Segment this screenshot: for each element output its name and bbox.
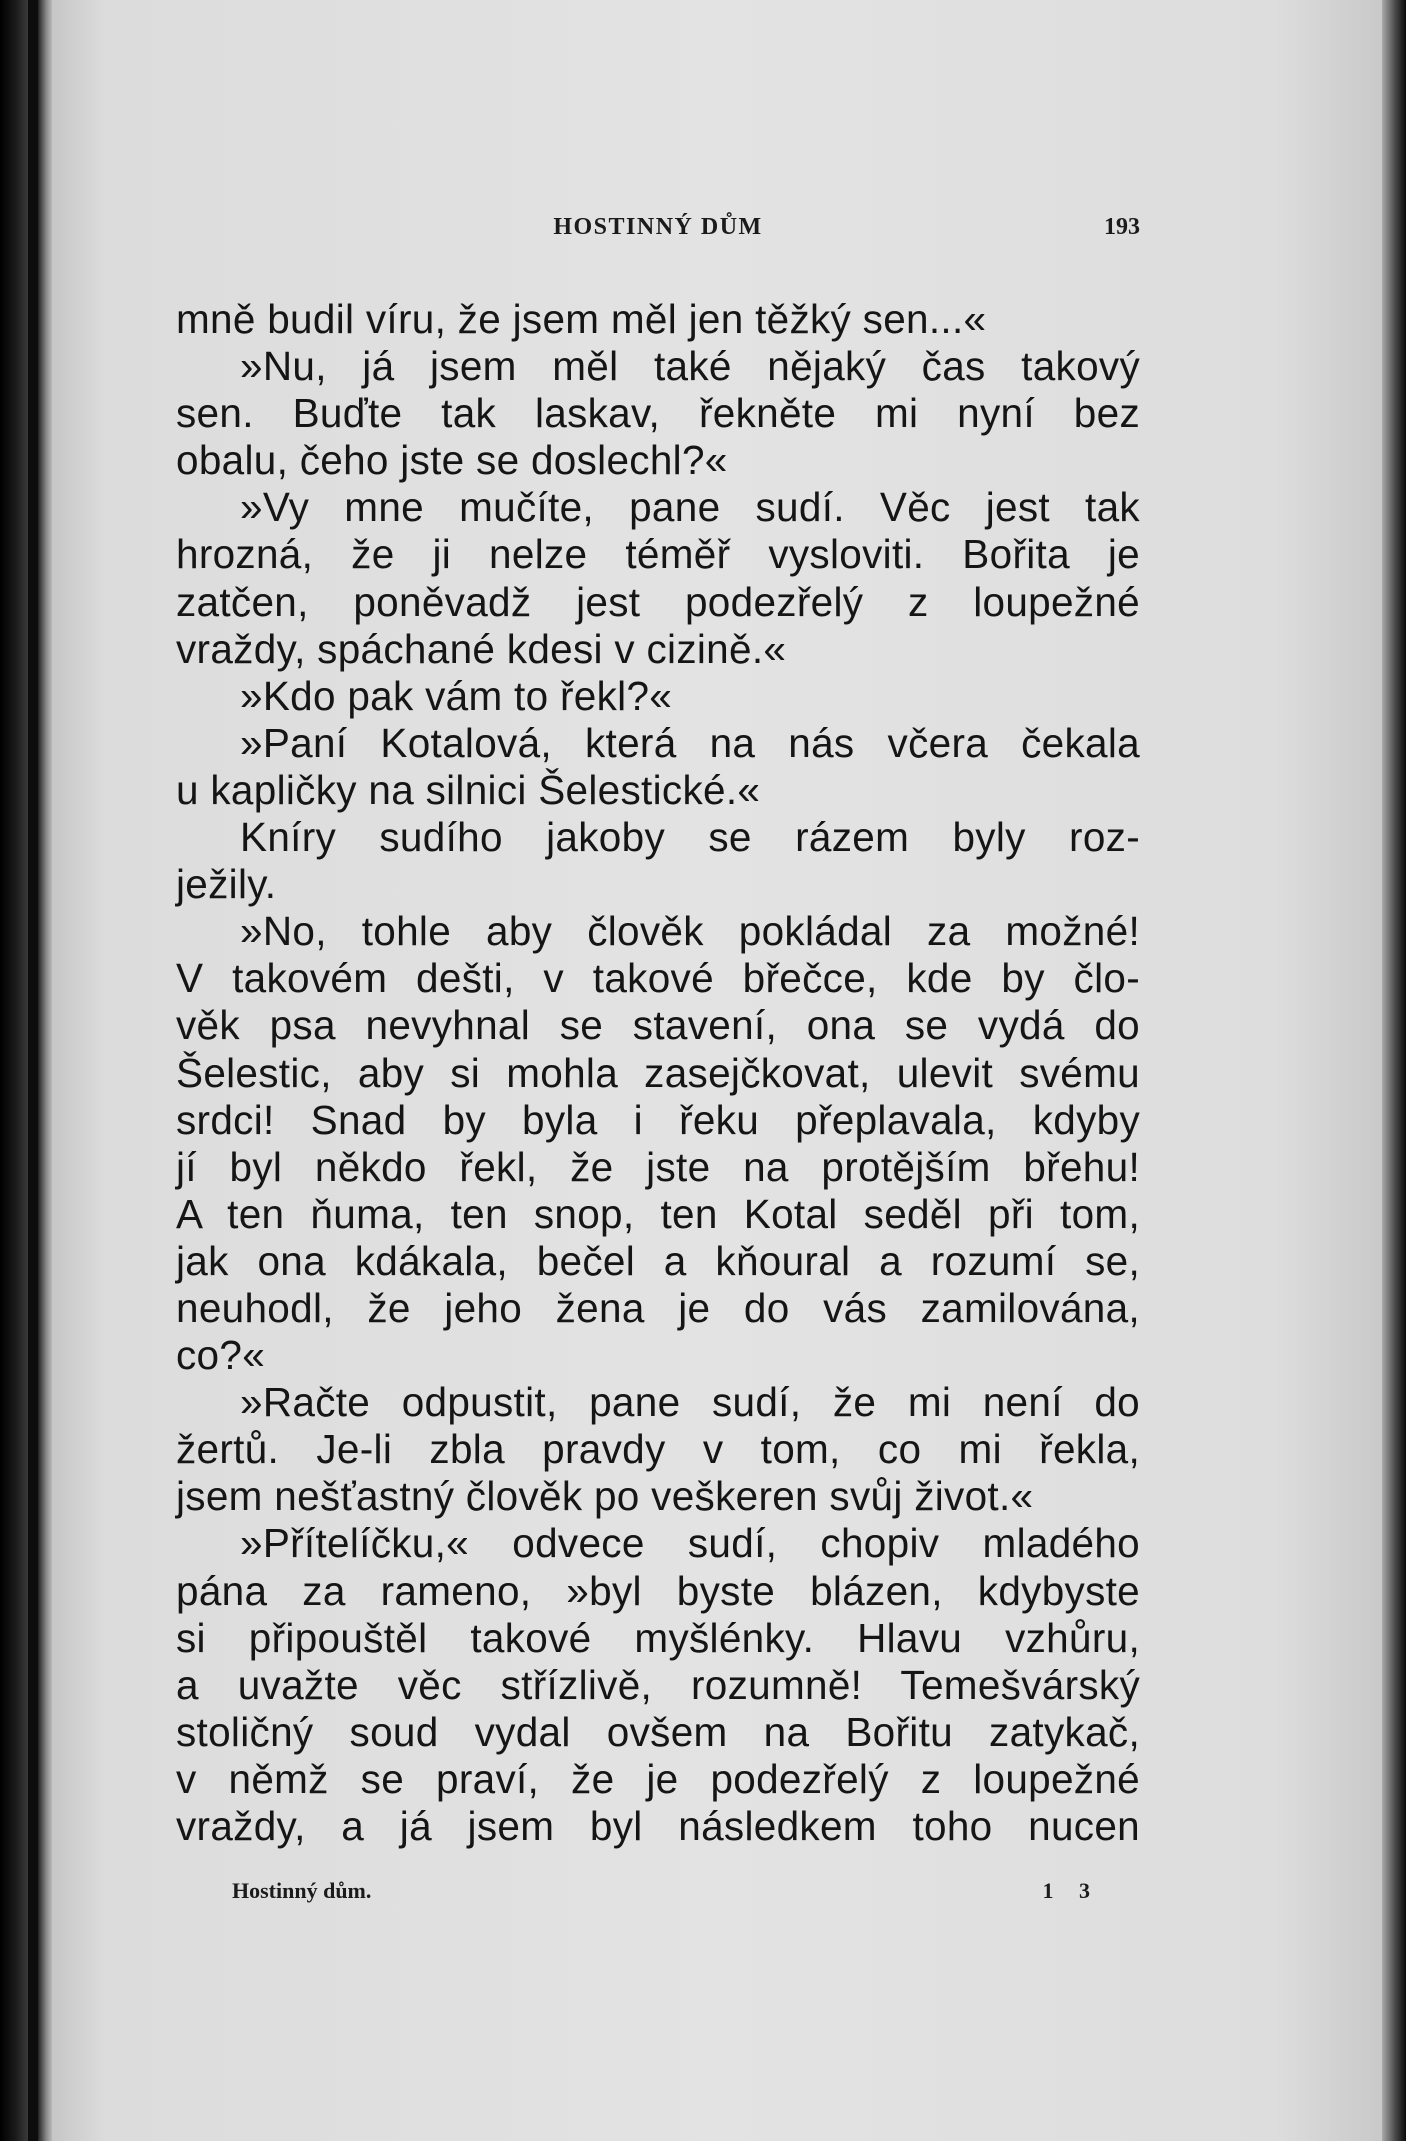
text-line: vraždy, a já jsem byl následkem toho nucen (176, 1803, 1140, 1849)
text-line: mně budil víru, že jsem měl jen těžký sen...« (176, 296, 987, 342)
printer-signature-number: 1 3 (1042, 1878, 1100, 1903)
running-head: HOSTINNÝ DŮM (553, 214, 763, 240)
text-line: A ten ňuma, ten snop, ten Kotal seděl při tom, (176, 1190, 1140, 1237)
printer-signature-title: Hostinný dům. (232, 1878, 372, 1903)
text-line: »Paní Kotalová, která na nás včera čekala (240, 719, 1140, 766)
text-line: jsem nešťastný člověk po veškeren svůj život.« (176, 1473, 1034, 1520)
page-header (176, 214, 1140, 246)
page-right-edge (1382, 0, 1406, 2141)
text-line: jí byl někdo řekl, že jste na protějším břehu! (176, 1143, 1140, 1190)
text-line: zatčen, poněvadž jest podezřelý z loupežné (176, 578, 1140, 625)
text-line: »Račte odpustit, pane sudí, že mi není do (240, 1379, 1140, 1426)
text-line: pána za rameno, »byl byste blázen, kdybyste (176, 1567, 1140, 1614)
text-line: stoličný soud vydal ovšem na Bořitu zatykač, (176, 1708, 1140, 1755)
gutter-edge (38, 0, 52, 2141)
text-line: obalu, čeho jste se doslechl?« (176, 437, 728, 484)
text-line: u kapličky na silnici Šelestické.« (176, 766, 761, 813)
text-line: si připouštěl takové myšlénky. Hlavu vzhůru, (176, 1614, 1140, 1661)
text-line: »Nu, já jsem měl také nějaký čas takový (240, 343, 1140, 390)
text-line: v němž se praví, že je podezřelý z loupežné (176, 1755, 1140, 1802)
text-line: jak ona kdákala, bečel a kňoural a rozumí se, (176, 1237, 1140, 1284)
text-line: V takovém dešti, v takové břečce, kde by člo- (176, 955, 1140, 1002)
text-line: neuhodl, že jeho žena je do vás zamilována, (176, 1284, 1140, 1331)
text-line: »No, tohle aby člověk pokládal za možné! (240, 908, 1140, 955)
body-text (176, 296, 1140, 1850)
text-line: »Přítelíčku,« odvece sudí, chopiv mladého (240, 1520, 1140, 1567)
text-line: sen. Buďte tak laskav, řekněte mi nyní bez (176, 390, 1140, 437)
text-line: srdci! Snad by byla i řeku přeplavala, kdyby (176, 1096, 1140, 1143)
page-footer (232, 1878, 1100, 1908)
text-line: věk psa nevyhnal se stavení, ona se vydá do (176, 1002, 1140, 1049)
text-line: a uvažte věc střízlivě, rozumně! Temešvárský (176, 1661, 1140, 1708)
text-line: »Kdo pak vám to řekl?« (240, 672, 673, 719)
text-line: žertů. Je-li zbla pravdy v tom, co mi řekla, (176, 1426, 1140, 1473)
text-line: hrozná, že ji nelze téměř vysloviti. Bořita je (176, 531, 1140, 578)
text-line: Kníry sudího jakoby se rázem byly roz- (240, 814, 1140, 861)
text-line: co?« (176, 1332, 266, 1379)
book-spine-shadow (0, 0, 28, 2141)
text-line: Šelestic, aby si mohla zasejčkovat, ulevit svému (176, 1049, 1140, 1096)
text-line: vraždy, spáchané kdesi v cizině.« (176, 625, 787, 672)
text-line: ježily. (176, 861, 277, 908)
text-line: »Vy mne mučíte, pane sudí. Věc jest tak (240, 484, 1140, 531)
page-number: 193 (1104, 214, 1140, 240)
